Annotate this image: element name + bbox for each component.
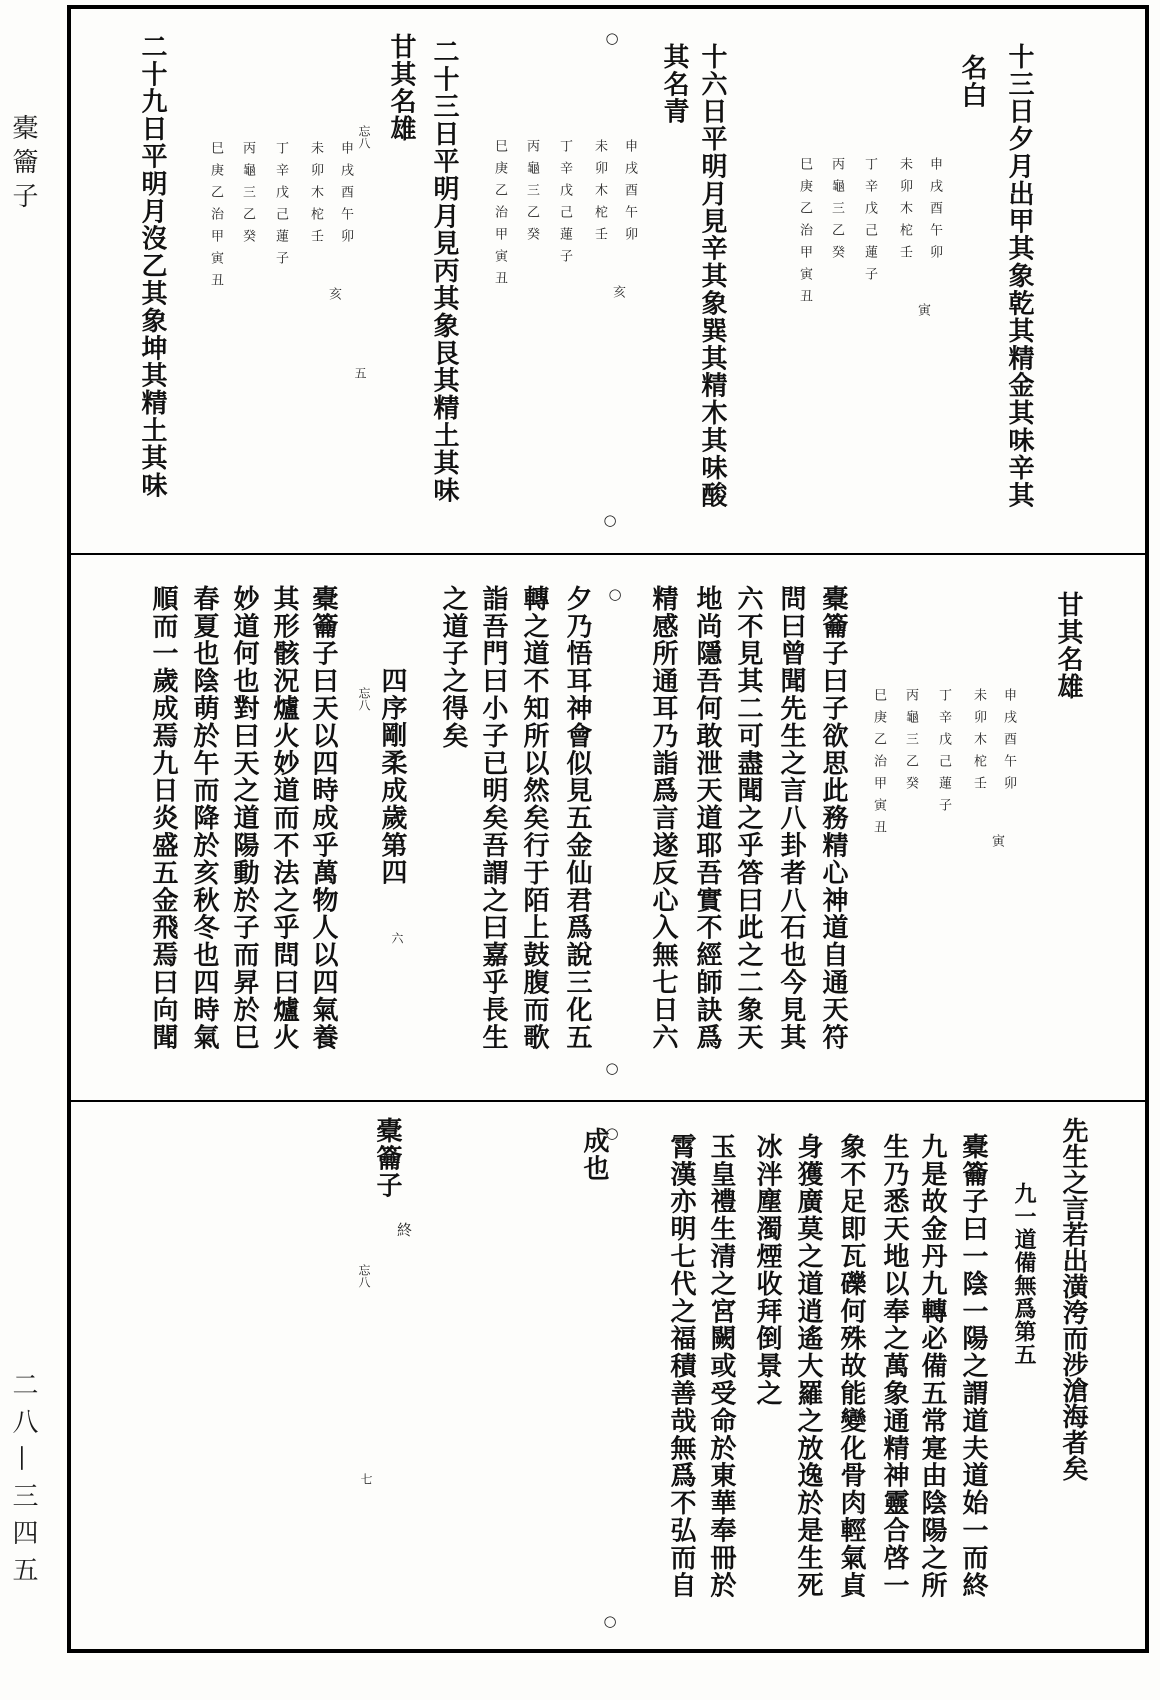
stem-branch-diagram — [792, 157, 942, 332]
register-divider — [67, 553, 1149, 555]
diagram-column: 巳庚乙治甲寅丑 — [797, 157, 812, 311]
text-column: 二十九日平明月沒乙其象坤其精土其味 — [137, 33, 167, 499]
circle-mark: ○ — [603, 1612, 617, 1630]
text-column: 象不足即瓦礫何殊故能變化骨肉輕氣貞 — [836, 1133, 866, 1599]
text-column: 甘其名雄 — [1053, 591, 1083, 701]
stem-branch-diagram — [866, 688, 1016, 863]
diagram-column: 丙龜三乙癸 — [240, 141, 255, 251]
diagram-column: 申戌酉午卯 — [927, 157, 942, 267]
text-column: 名白 — [957, 54, 987, 109]
text-column: 九是故金丹九轉必備五常寔由陰陽之所 — [917, 1133, 947, 1599]
diagram-column: 巳庚乙治甲寅丑 — [492, 139, 507, 293]
text-column: 二十三日平明月見丙其象艮其精土其味 — [429, 38, 459, 504]
text-column: 六不見其二可盡聞之乎答曰此之二象天 — [733, 585, 763, 1051]
text-column: 玉皇禮生清之宮闕或受命於東華奉冊於 — [706, 1133, 736, 1599]
diagram-column: 丁辛戊己蓮子 — [936, 688, 951, 820]
diagram-column: 申戌酉午卯 — [622, 139, 637, 249]
text-column: 地尚隱吾何敢泄天道耶吾實不經師訣爲 — [692, 585, 722, 1051]
diagram-column: 申戌酉午卯 — [1001, 688, 1016, 798]
page-number: 二八—三四五 — [8, 1371, 38, 1593]
text-column: 甘其名雄 — [386, 33, 416, 143]
register-divider — [67, 1100, 1149, 1102]
text-column: 夕乃悟耳神會似見五金仙君爲說三化五 — [562, 585, 592, 1051]
circle-mark: ○ — [605, 29, 619, 47]
text-column: 十三日夕月出甲其象乾其精金其味辛其 — [1004, 43, 1034, 509]
stem-branch-diagram — [203, 141, 353, 316]
text-column: 冰泮塵濁煙收拜倒景之 — [752, 1133, 782, 1407]
circle-mark: ○ — [605, 1124, 619, 1142]
text-column: 之道子之得矣 — [438, 585, 468, 750]
small-annotation: 六 — [390, 932, 404, 944]
text-column: 先生之言若出潢洿而涉滄海者矣 — [1058, 1117, 1088, 1481]
text-column: 其名青 — [659, 43, 689, 126]
circle-mark: ○ — [603, 511, 617, 529]
small-annotation: 終 — [395, 1222, 413, 1237]
small-annotation: 七 — [359, 1473, 373, 1485]
diagram-column: 未卯木柁壬 — [971, 688, 986, 798]
small-annotation: 忘八 — [357, 1264, 371, 1288]
text-column: 身獲廣莫之道逍遙大羅之放逸於是生死 — [793, 1133, 823, 1599]
diagram-column: 丁辛戊己蓮子 — [862, 157, 877, 289]
stem-branch-diagram — [487, 139, 637, 314]
chapter-heading: 九一道備無爲第五 — [1011, 1182, 1037, 1366]
diagram-column: 丁辛戊己蓮子 — [273, 141, 288, 273]
diagram-column: 未卯木柁壬 — [897, 157, 912, 267]
text-column: 轉之道不知所以然矣行于陌上鼓腹而歌 — [519, 585, 549, 1051]
margin-title: 橐籥子 — [8, 114, 38, 216]
diagram-single-char: 寅 — [989, 834, 1004, 856]
diagram-column: 巳庚乙治甲寅丑 — [208, 141, 223, 295]
text-column: 順而一歲成焉九日炎盛五金飛焉曰向聞 — [148, 585, 178, 1051]
text-column: 生乃悉天地以奉之萬象通精神靈合啓一 — [879, 1133, 909, 1599]
diagram-column: 丁辛戊己蓮子 — [557, 139, 572, 271]
diagram-column: 丙龜三乙癸 — [903, 688, 918, 798]
diagram-column: 丙龜三乙癸 — [829, 157, 844, 267]
diagram-single-char: 亥 — [610, 285, 625, 307]
small-annotation: 忘八 — [357, 687, 371, 711]
text-column: 成也 — [579, 1127, 609, 1182]
book-title-end: 橐籥子 — [372, 1117, 402, 1200]
text-column: 詣吾門曰小子已明矣吾謂之曰嘉乎長生 — [478, 585, 508, 1051]
diagram-single-char: 亥 — [326, 287, 341, 309]
small-annotation: 五 — [353, 367, 367, 379]
text-column: 問曰曾聞先生之言八卦者八石也今見其 — [776, 585, 806, 1051]
text-column: 十六日平明月見辛其象巽其精木其味酸 — [697, 43, 727, 509]
small-annotation: 忘八 — [357, 125, 371, 149]
diagram-column: 未卯木柁壬 — [308, 141, 323, 251]
diagram-single-char: 寅 — [915, 303, 930, 325]
text-column: 其形骸況爐火妙道而不法之乎問曰爐火 — [269, 585, 299, 1051]
circle-mark: ○ — [605, 1059, 619, 1077]
text-column: 橐籥子曰一陰一陽之謂道夫道始一而終 — [958, 1133, 988, 1599]
circle-mark: ○ — [608, 585, 622, 603]
text-column: 精感所通耳乃詣爲言遂反心入無七日六 — [648, 585, 678, 1051]
diagram-column: 未卯木柁壬 — [592, 139, 607, 249]
text-column: 妙道何也對曰天之道陽動於子而昇於巳 — [229, 585, 259, 1051]
chapter-heading: 四序剛柔成歲第四 — [377, 667, 407, 887]
diagram-column: 丙龜三乙癸 — [524, 139, 539, 249]
text-column: 霄漢亦明七代之福積善哉無爲不弘而自 — [666, 1133, 696, 1599]
text-column: 春夏也陰萌於午而降於亥秋冬也四時氣 — [189, 585, 219, 1051]
diagram-column: 巳庚乙治甲寅丑 — [871, 688, 886, 842]
text-column: 橐籥子曰天以四時成乎萬物人以四氣養 — [308, 585, 338, 1051]
text-column: 橐籥子曰子欲思此務精心神道自通天符 — [818, 585, 848, 1051]
diagram-column: 申戌酉午卯 — [338, 141, 353, 251]
